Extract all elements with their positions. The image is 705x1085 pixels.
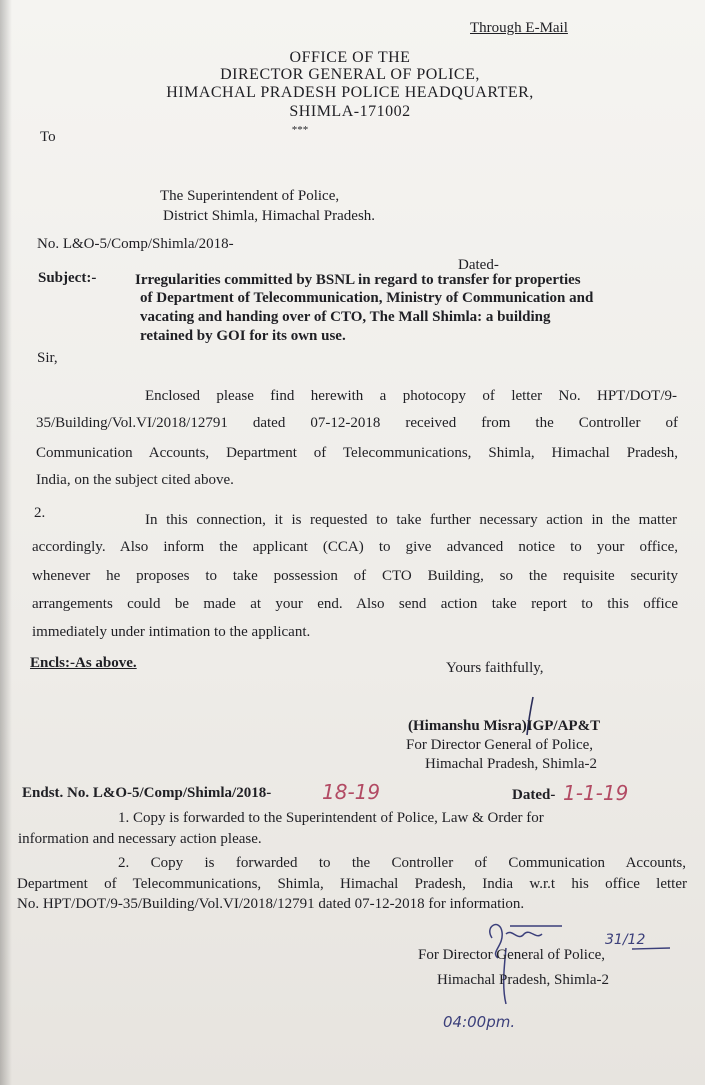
handwritten-endorsement-date: 1-1-19 (563, 781, 629, 805)
copy-2-line-3: No. HPT/DOT/9-35/Building/Vol.VI/2018/12791 dated 07-12-2018 for information. (17, 896, 525, 912)
reference-number: No. L&O-5/Comp/Shimla/2018- (37, 236, 234, 252)
para2-line-1: In this connection, it is requested to take further necessary action in the matter (145, 512, 677, 528)
salutation: Sir, (37, 350, 58, 366)
office-line-4: SHIMLA-171002 (289, 103, 411, 120)
copy-2-line-2: Department of Telecommunications, Shimla, Himachal Pradesh, India w.r.t his office letter (17, 876, 687, 892)
addressee-line-2: District Shimla, Himachal Pradesh. (163, 208, 376, 224)
subject-line-3: vacating and handing over of CTO, The Mall Shimla: a building (140, 309, 551, 325)
subject-line-2: of Department of Telecommunication, Ministry of Communication and (140, 290, 594, 306)
para1-line-2: 35/Building/Vol.VI/2018/12791 dated 07-12-2018 received from the Controller of (36, 415, 678, 431)
office-line-1: OFFICE OF THE (289, 49, 411, 66)
para2-number: 2. (34, 505, 46, 521)
copy-1-line-2: information and necessary action please. (18, 831, 262, 847)
subject-line-4: retained by GOI for its own use. (140, 328, 346, 344)
para1-line-4: India, on the subject cited above. (36, 472, 234, 488)
signature-underline (632, 945, 672, 953)
endorsement-number: Endst. No. L&O-5/Comp/Shimla/2018- (22, 785, 272, 801)
signatory-line-3: Himachal Pradesh, Shimla-2 (425, 756, 598, 772)
para1-line-3: Communication Accounts, Department of Telecommunications, Shimla, Himachal Pradesh, (36, 445, 678, 461)
bottom-signatory-line-2: Himachal Pradesh, Shimla-2 (437, 972, 610, 988)
header-stars: *** (291, 124, 309, 136)
enclosures-note: Encls:-As above. (30, 655, 137, 671)
office-line-3: HIMACHAL PRADESH POLICE HEADQUARTER, (166, 84, 534, 101)
through-email-note: Through E-Mail (470, 20, 568, 36)
to-label: To (40, 129, 56, 145)
page-edge-shadow (0, 0, 12, 1085)
office-line-2: DIRECTOR GENERAL OF POLICE, (220, 66, 480, 83)
handwritten-time: 04:00pm. (443, 1013, 516, 1031)
para2-line-2: accordingly. Also inform the applicant (CCA) to give advanced notice to your office, (32, 539, 678, 555)
para1-line-1: Enclosed please find herewith a photocopy of letter No. HPT/DOT/9- (145, 388, 677, 404)
addressee-line-1: The Superintendent of Police, (160, 188, 340, 204)
closing-phrase: Yours faithfully, (446, 660, 544, 676)
copy-1-line-1: 1. Copy is forwarded to the Superintendent of Police, Law & Order for (118, 810, 544, 826)
subject-label: Subject:- (38, 270, 97, 286)
subject-line-1: Irregularities committed by BSNL in regard to transfer for properties (135, 272, 581, 288)
signatory-line-2: For Director General of Police, (406, 737, 594, 753)
endorsement-dated-label: Dated- (512, 787, 556, 803)
para2-line-5: immediately under intimation to the applicant. (32, 624, 311, 640)
copy-2-line-1: 2. Copy is forwarded to the Controller of Communication Accounts, (118, 855, 686, 871)
dated-label: Dated- (458, 257, 499, 273)
signatory-name: (Himanshu Misra)IGP/AP&T (408, 718, 601, 734)
bottom-signatory-line-1: For Director General of Police, (418, 947, 606, 963)
handwritten-endorsement-number: 18-19 (322, 780, 381, 804)
handwritten-signature-date: 31/12 (605, 932, 646, 948)
para2-line-3: whenever he proposes to take possession of CTO Building, so the requisite security (32, 568, 678, 584)
para2-line-4: arrangements could be made at your end. Also send action take report to this office (32, 596, 678, 612)
